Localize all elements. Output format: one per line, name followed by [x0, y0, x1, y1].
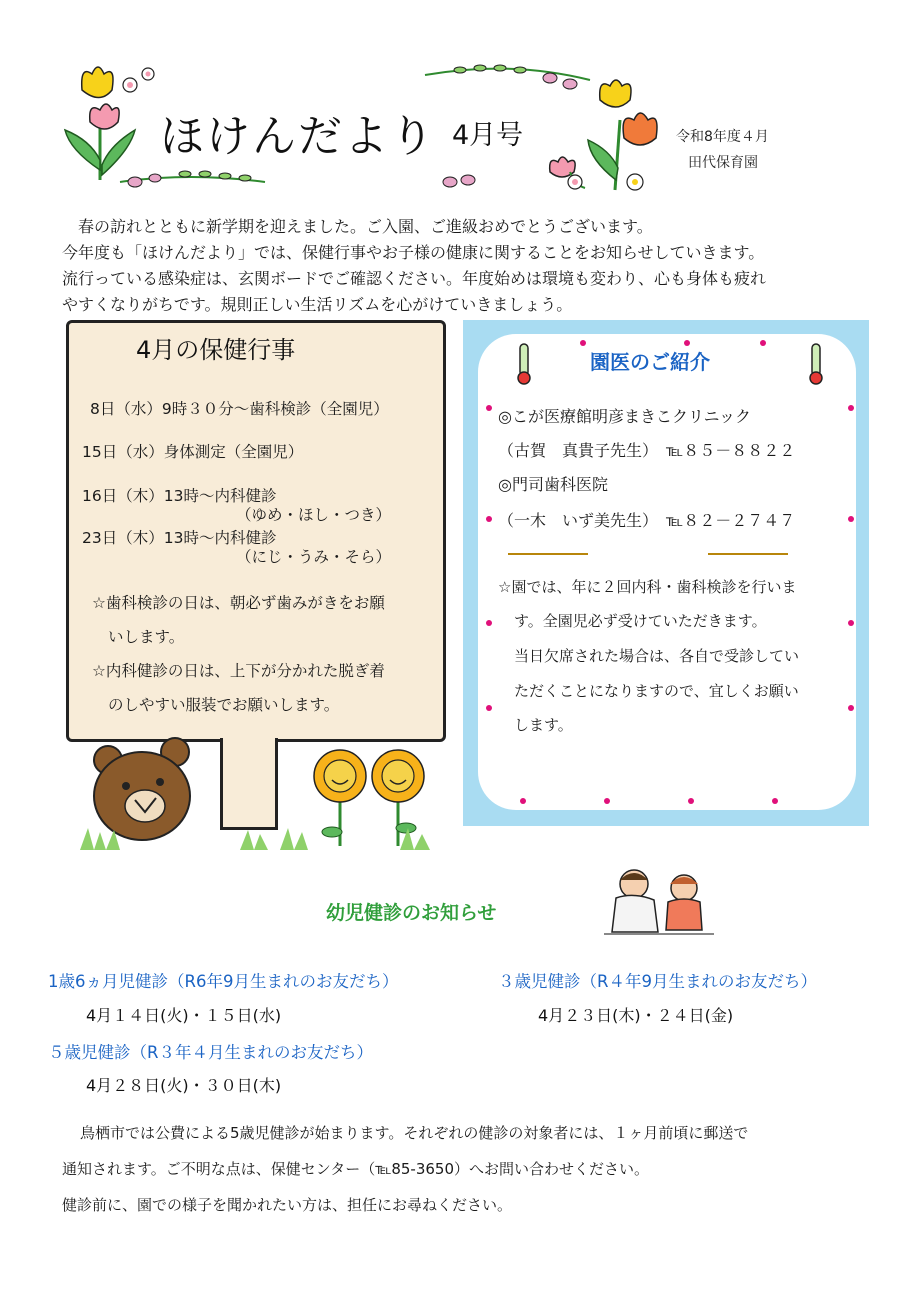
- decor-dot: [688, 798, 694, 804]
- decor-dot: [486, 620, 492, 626]
- checkup-title: ５歳児健診（R３年４月生まれのお友だち）: [48, 1043, 373, 1062]
- closing-line: 鳥栖市では公費による5歳児健診が始まります。それぞれの健診の対象者には、１ヶ月前頃に郵送で: [80, 1124, 749, 1142]
- decor-dot: [760, 340, 766, 346]
- fiscal-year: 令和8年度４月: [676, 129, 769, 145]
- checkup-notice-line: ☆園では、年に２回内科・歯科検診を行いま: [498, 578, 797, 596]
- event-item-classes: （にじ・うみ・そら）: [236, 548, 392, 566]
- intro-line: 今年度も「ほけんだより」では、保健行事やお子様の健康に関することをお知らせしていきます。: [62, 243, 765, 262]
- decor-dot: [580, 340, 586, 346]
- intro-line: 流行っている感染症は、玄関ボードでご確認ください。年度始めは環境も変わり、心も身体も疲れ: [62, 269, 767, 288]
- closing-line: 健診前に、園での様子を聞かれたい方は、担任にお尋ねください。: [62, 1196, 513, 1214]
- decor-dot: [486, 405, 492, 411]
- decor-dot: [848, 405, 854, 411]
- checkup-title: ３歳児健診（R４年9月生まれのお友だち）: [498, 972, 817, 991]
- event-note: [92, 586, 385, 722]
- event-item-classes: （ゆめ・ほし・つき）: [236, 506, 392, 524]
- closing-line: 通知されます。ご不明な点は、保健センター（℡85-3650）へお問い合わせください。: [62, 1160, 649, 1178]
- issue-label: 4月号: [452, 120, 524, 151]
- checkup-notice-line: 当日欠席された場合は、各自で受診してい: [514, 647, 800, 665]
- checkup-dates: 4月１４日(火)・１５日(水): [86, 1006, 282, 1025]
- newsletter-title: ほけんだより: [160, 111, 436, 162]
- decor-dot: [520, 798, 526, 804]
- board-post: [220, 738, 278, 830]
- clinic-detail: （古賀 真貴子先生） ℡８５－８８２２: [498, 441, 796, 460]
- decor-dot: [848, 620, 854, 626]
- event-note-line: いします。: [108, 628, 185, 646]
- decor-dot: [848, 516, 854, 522]
- event-note-line: ☆内科健診の日は、上下が分かれた脱ぎ着: [92, 662, 385, 680]
- checkup-notice-line: します。: [514, 716, 573, 734]
- doctor-panel-title: 園医のご紹介: [590, 350, 710, 374]
- divider: [708, 553, 788, 555]
- closing-paragraph: [62, 1115, 748, 1223]
- decor-dot: [684, 340, 690, 346]
- divider: [508, 553, 588, 555]
- checkup-notice-line: す。全園児必ず受けていただきます。: [514, 612, 767, 630]
- decor-dot: [604, 798, 610, 804]
- checkup-dates: 4月２８日(火)・３０日(木): [86, 1076, 282, 1095]
- thermometer-icon: [514, 342, 534, 386]
- school-name: 田代保育園: [688, 155, 758, 171]
- checkup-notice-line: ただくことになりますので、宜しくお願い: [514, 682, 799, 700]
- event-item: 8日（水）9時３０分～歯科検診（全園児）: [90, 400, 389, 418]
- decor-dot: [848, 705, 854, 711]
- intro-paragraph: [62, 214, 892, 318]
- event-item: 15日（水）身体測定（全園児）: [82, 443, 304, 461]
- events-title: 4月の保健行事: [136, 336, 296, 364]
- event-item: 16日（木）13時～内科健診: [82, 487, 277, 505]
- checkup-title: 1歳6ヵ月児健診（R6年9月生まれのお友だち）: [48, 972, 399, 991]
- clinic-name: ◎こが医療館明彦まきこクリニック: [498, 407, 752, 426]
- event-note-line: ☆歯科検診の日は、朝必ず歯みがきをお願: [92, 594, 385, 612]
- intro-line: 春の訪れとともに新学期を迎えました。ご入園、ご進級おめでとうございます。: [62, 217, 653, 236]
- checkup-section-title: 幼児健診のお知らせ: [326, 902, 497, 924]
- event-item: 23日（木）13時～内科健診: [82, 529, 277, 547]
- checkup-dates: 4月２３日(木)・２４日(金): [538, 1006, 734, 1025]
- grass-decoration: [80, 822, 440, 852]
- intro-line: やすくなりがちです。規則正しい生活リズムを心がけていきましょう。: [62, 295, 573, 314]
- clinic-detail: （一木 いず美先生） ℡８２－２７４７: [498, 511, 796, 530]
- clinic-name: ◎門司歯科医院: [498, 475, 608, 494]
- decor-dot: [486, 516, 492, 522]
- decor-dot: [772, 798, 778, 804]
- decor-dot: [486, 705, 492, 711]
- doctor-child-illustration: [604, 862, 714, 942]
- thermometer-icon: [806, 342, 826, 386]
- event-note-line: のしやすい服装でお願いします。: [108, 696, 340, 714]
